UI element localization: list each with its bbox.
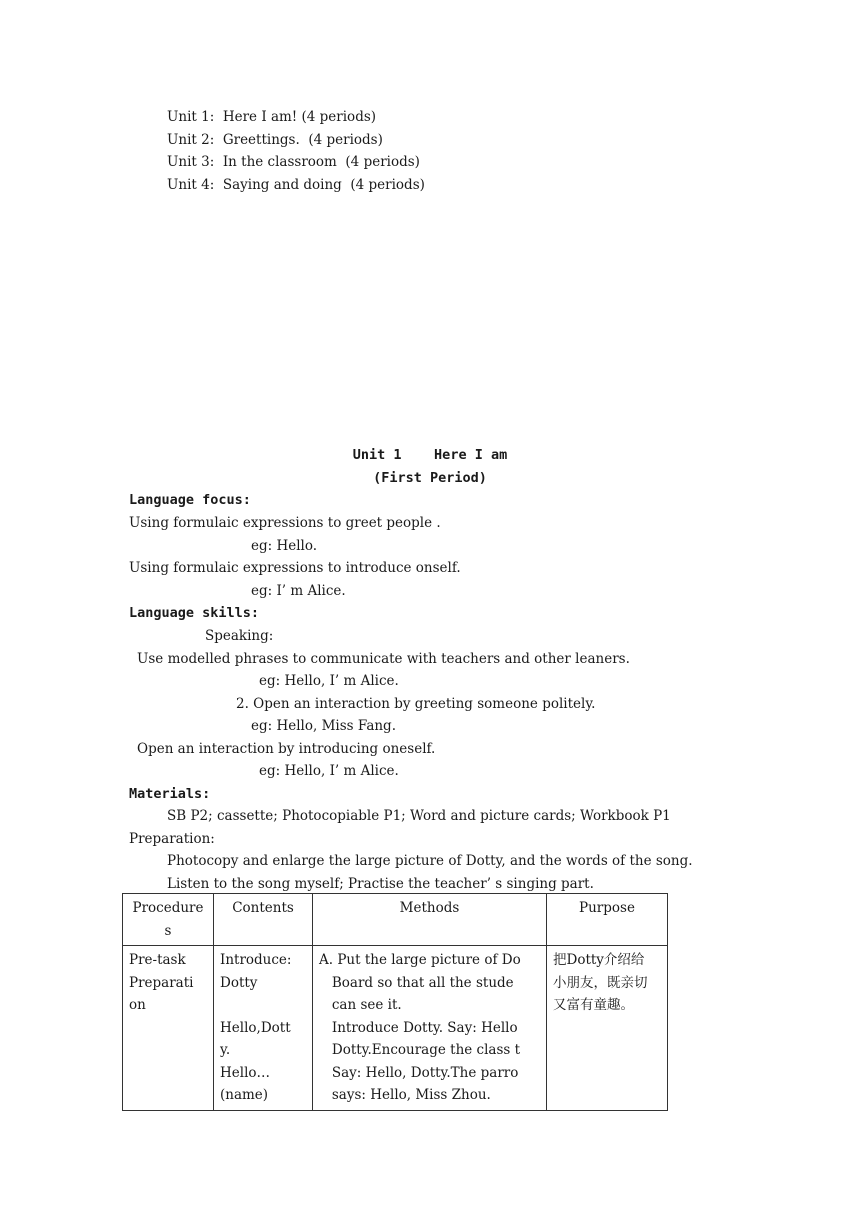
- language-focus-heading: Language focus:: [129, 492, 251, 508]
- header-contents: Contents: [214, 894, 313, 946]
- skills-example: eg: Hello, Miss Fang.: [251, 718, 396, 734]
- focus-line: Using formulaic expressions to greet people .: [129, 515, 441, 531]
- table-row: [123, 946, 668, 1111]
- preparation-line: Photocopy and enlarge the large picture of Dotty, and the words of the song.: [167, 853, 693, 869]
- header-purpose: Purpose: [547, 894, 668, 946]
- unit-1-line: Unit 1: Here I am! (4 periods): [167, 109, 377, 125]
- focus-line: Using formulaic expressions to introduce onself.: [129, 560, 461, 576]
- skills-line: Open an interaction by introducing oneself.: [137, 741, 436, 757]
- skills-speaking-label: Speaking:: [205, 628, 274, 644]
- page-title: Unit 1 Here I am: [352, 447, 508, 463]
- focus-example: eg: I’ m Alice.: [251, 583, 346, 599]
- header-methods: Methods: [313, 894, 547, 946]
- table-header-row: [123, 894, 668, 946]
- methods-cell: A. Put the large picture of Do Board so that all the stude can see it. Introduce Dotty. Say: Hello Dotty.Encourage the class t Say: Hello, Dotty.The parro says: Hello, Miss Zhou.: [313, 946, 547, 1111]
- preparation-line: Listen to the song myself; Practise the teacher’ s singing part.: [167, 876, 594, 892]
- header-procedures: Procedure s: [123, 894, 214, 946]
- unit-4-line: Unit 4: Saying and doing (4 periods): [167, 177, 425, 193]
- language-skills-heading: Language skills:: [129, 605, 260, 621]
- materials-heading: Materials:: [129, 786, 211, 802]
- procedure-cell: Pre-task Preparati on: [123, 946, 214, 1111]
- page-subtitle: (First Period): [373, 470, 487, 486]
- preparation-heading: Preparation:: [129, 831, 215, 847]
- purpose-cell: 把Dotty介绍给 小朋友，既亲切 又富有童趣。: [547, 946, 668, 1111]
- skills-example: eg: Hello, I’ m Alice.: [259, 673, 399, 689]
- materials-line: SB P2; cassette; Photocopiable P1; Word and picture cards; Workbook P1: [167, 808, 671, 824]
- contents-cell: Introduce: Dotty Hello,Dott y. Hello… (name): [214, 946, 313, 1111]
- skills-line: Use modelled phrases to communicate with teachers and other leaners.: [137, 651, 630, 667]
- lesson-plan-table: [122, 893, 668, 1111]
- focus-example: eg: Hello.: [251, 538, 318, 554]
- unit-3-line: Unit 3: In the classroom (4 periods): [167, 154, 420, 170]
- skills-example: eg: Hello, I’ m Alice.: [259, 763, 399, 779]
- unit-2-line: Unit 2: Greettings. (4 periods): [167, 132, 383, 148]
- skills-line: 2. Open an interaction by greeting someone politely.: [236, 696, 596, 712]
